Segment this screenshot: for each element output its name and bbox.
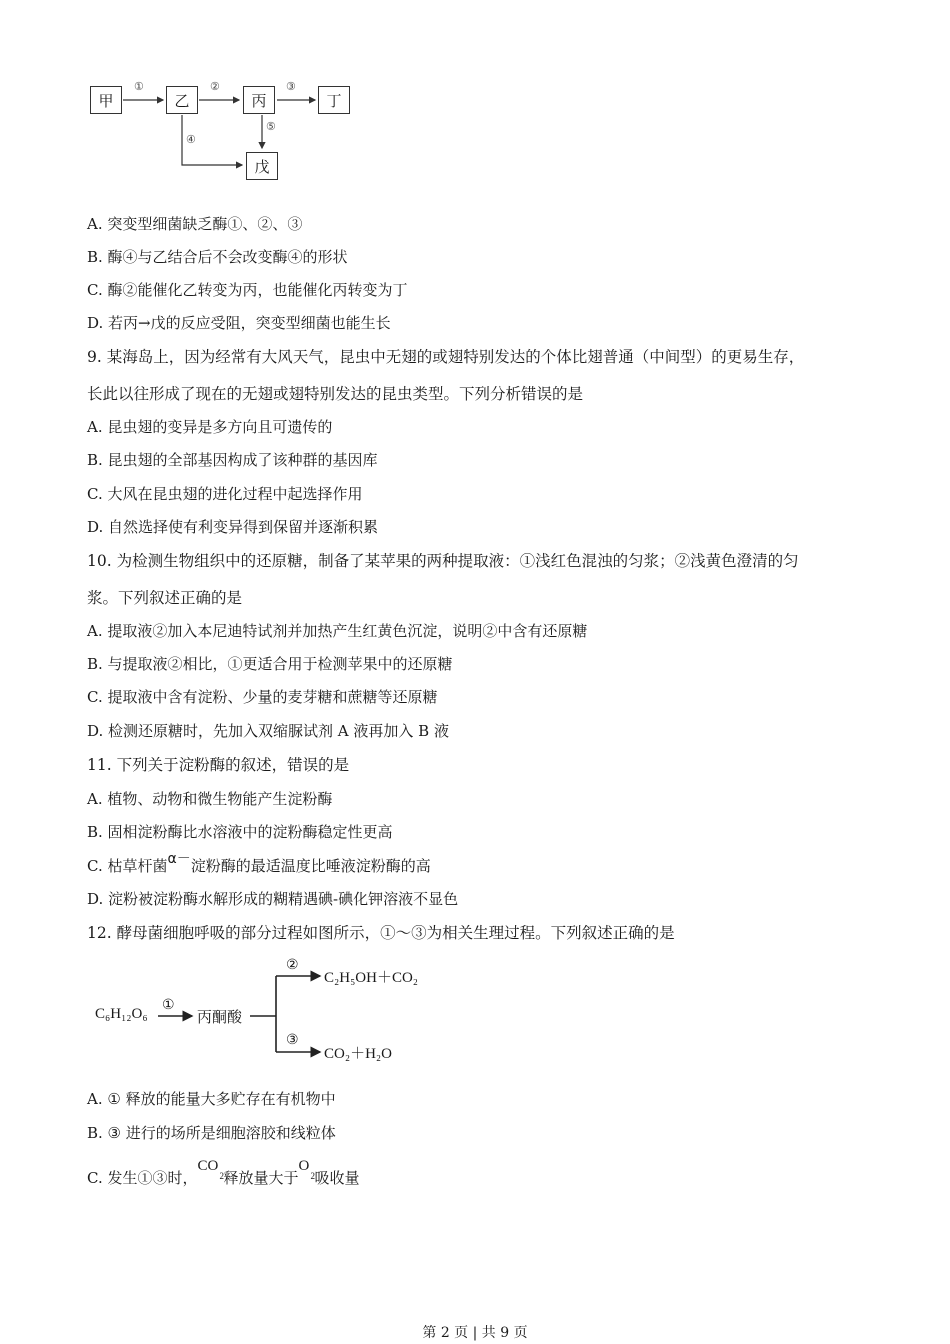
step-1-marker: ① [162, 998, 175, 1013]
pyruvate-label: 丙酮酸 [197, 1008, 243, 1026]
q12-option-b: B. ③ 进行的场所是细胞溶胶和线粒体 [87, 1124, 336, 1142]
product-ethanol-co2: C₂H₅OH＋CO₂ [324, 970, 419, 986]
q9-option-b: B. 昆虫翅的全部基因构成了该种群的基因库 [87, 451, 378, 469]
q10-option-c: C. 提取液中含有淀粉、少量的麦芽糖和蔗糖等还原糖 [87, 688, 438, 706]
q9-stem-line-1: 9. 某海岛上，因为经常有大风天气，昆虫中无翅的或翅特别发达的个体比翅普通（中间型）的更易生存， [87, 348, 805, 366]
co2-formula: CO 2 [197, 1158, 224, 1181]
pathway-diagram [85, 75, 365, 190]
q9-option-a: A. 昆虫翅的变异是多方向且可遗传的 [87, 418, 333, 436]
q11-option-c [87, 851, 431, 877]
q10-option-a: A. 提取液②加入本尼迪特试剂并加热产生红黄色沉淀，说明②中含有还原糖 [87, 622, 588, 640]
step-3-label: ③ [286, 80, 296, 93]
q10-stem-line-1: 10. 为检测生物组织中的还原糖，制备了某苹果的两种提取液：①浅红色混浊的匀浆；②浅黄色澄清的匀 [87, 552, 799, 570]
q9-option-c: C. 大风在昆虫翅的进化过程中起选择作用 [87, 485, 363, 503]
q8-option-c: C. 酶②能催化乙转变为丙，也能催化丙转变为丁 [87, 281, 408, 299]
q8-option-d: D. 若丙→戊的反应受阻，突变型细菌也能生长 [87, 314, 391, 332]
o2-formula: O 2 [298, 1158, 315, 1181]
box-ding: 丁 [318, 86, 350, 114]
q11-option-c-prefix: C. 枯草杆菌 [87, 857, 168, 875]
q8-option-a: A. 突变型细菌缺乏酶①、②、③ [87, 215, 303, 233]
step-3-marker: ③ [286, 1033, 299, 1048]
q12-option-c-suffix: 吸收量 [314, 1169, 360, 1187]
q9-stem-line-2: 长此以往形成了现在的无翅或翅特别发达的昆虫类型。下列分析错误的是 [87, 385, 584, 403]
q11-option-b: B. 固相淀粉酶比水溶液中的淀粉酶稳定性更高 [87, 823, 393, 841]
q9-option-d: D. 自然选择使有利变异得到保留并逐渐积累 [87, 518, 379, 536]
q12-option-a: A. ① 释放的能量大多贮存在有机物中 [87, 1090, 336, 1108]
step-2-marker: ② [286, 958, 299, 973]
q12-option-c [87, 1158, 360, 1188]
q11-option-d: D. 淀粉被淀粉酶水解形成的糊精遇碘-碘化钾溶液不显色 [87, 890, 459, 908]
box-yi: 乙 [166, 86, 198, 114]
q11-stem: 11. 下列关于淀粉酶的叙述，错误的是 [87, 756, 350, 774]
q8-option-b: B. 酶④与乙结合后不会改变酶④的形状 [87, 248, 348, 266]
step-1-label: ① [134, 80, 144, 93]
q10-stem-line-2: 浆。下列叙述正确的是 [87, 589, 243, 607]
step-4-label: ④ [186, 133, 196, 146]
q10-option-b: B. 与提取液②相比，①更适合用于检测苹果中的还原糖 [87, 655, 453, 673]
q12-stem: 12. 酵母菌细胞呼吸的部分过程如图所示，①～③为相关生理过程。下列叙述正确的是 [87, 924, 675, 942]
q12-option-c-middle: 释放量大于 [223, 1169, 299, 1187]
box-jia: 甲 [90, 86, 122, 114]
respiration-diagram [90, 955, 450, 1065]
q11-option-c-suffix: 淀粉酶的最适温度比唾液淀粉酶的高 [190, 857, 431, 875]
product-co2-h2o: CO₂＋H₂O [324, 1046, 392, 1062]
page-footer: 第 2 页 | 共 9 页 [422, 1325, 528, 1341]
q11-option-a: A. 植物、动物和微生物能产生淀粉酶 [87, 790, 333, 808]
q10-option-d: D. 检测还原糖时，先加入双缩脲试剂 A 液再加入 B 液 [87, 722, 449, 740]
alpha-symbol: α－ [167, 851, 191, 867]
step-2-label: ② [210, 80, 220, 93]
box-wu: 戊 [246, 152, 278, 180]
step-5-label: ⑤ [266, 120, 276, 133]
substrate-glucose: C₆H₁₂O₆ [95, 1006, 148, 1022]
box-bing: 丙 [243, 86, 275, 114]
q12-option-c-prefix: C. 发生①③时， [87, 1169, 198, 1187]
